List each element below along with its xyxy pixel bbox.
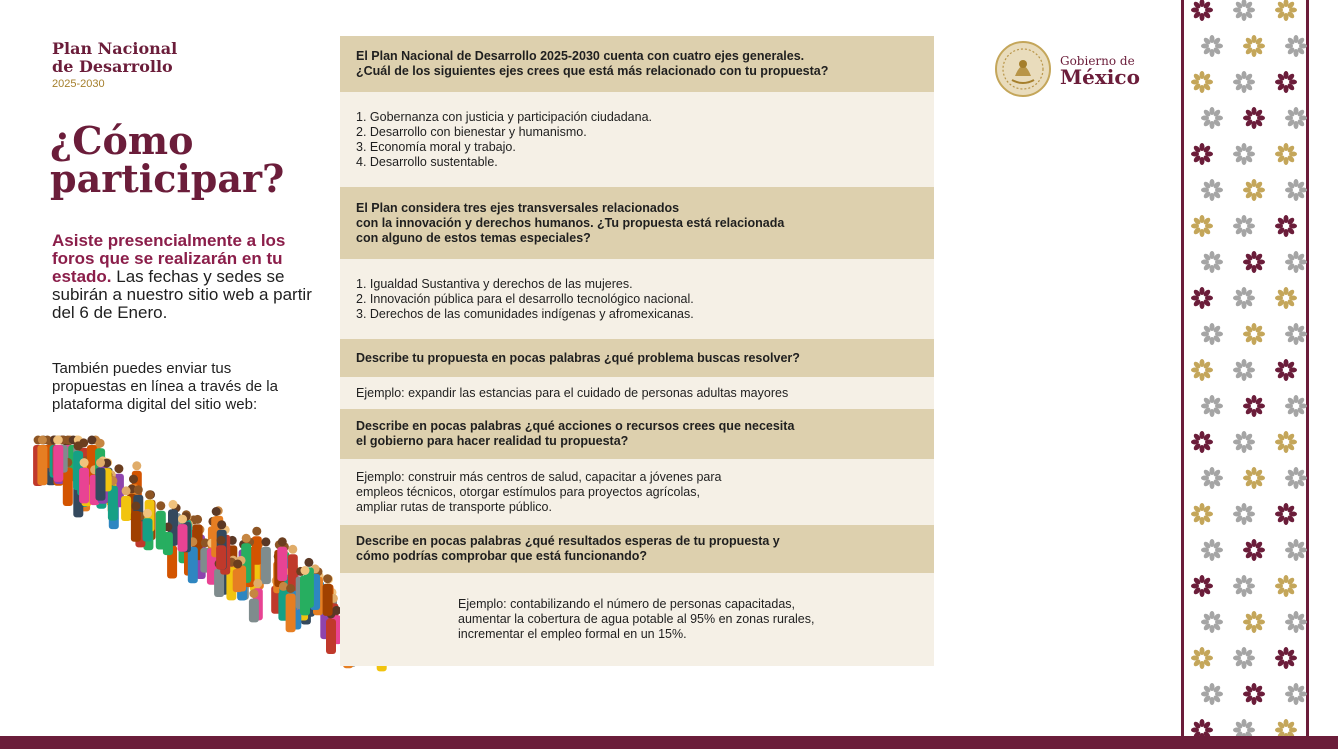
flower-motif	[1243, 179, 1265, 201]
person-body	[261, 547, 271, 584]
person-body	[249, 599, 259, 623]
attend-paragraph	[52, 232, 314, 322]
flower-motif	[1243, 323, 1265, 345]
person-body	[37, 445, 47, 485]
answer-row-3	[340, 377, 934, 409]
flower-motif	[1285, 179, 1307, 201]
flower-motif	[1275, 71, 1297, 93]
person-head	[131, 502, 140, 511]
flower-motif	[1201, 683, 1223, 705]
question-text-5: Describe en pocas palabras ¿qué resultados esperas de tu propuesta y cómo podrías comprobar que está funcionando?	[356, 534, 780, 563]
footer-bar	[0, 736, 1338, 749]
flower-motif	[1233, 503, 1255, 525]
flower-motif	[1191, 215, 1213, 237]
question-row-3	[340, 339, 934, 377]
person-head	[87, 436, 96, 445]
person-body	[156, 511, 166, 550]
flower-motif	[1233, 359, 1255, 381]
person-head	[242, 534, 251, 543]
flower-motif	[1243, 539, 1265, 561]
flower-motif	[1191, 287, 1213, 309]
government-line2: México	[1060, 65, 1140, 89]
person-head	[122, 486, 131, 495]
person-body	[121, 496, 131, 521]
person-body	[286, 594, 296, 633]
flower-motif	[1275, 359, 1297, 381]
person-head	[217, 536, 226, 545]
flower-motif	[1233, 575, 1255, 597]
flower-motif	[1275, 287, 1297, 309]
flower-motif	[1243, 395, 1265, 417]
flower-motif	[1201, 35, 1223, 57]
online-paragraph: También puedes enviar tus propuestas en línea a través de la plataforma digital del sitio web:	[52, 360, 278, 413]
brand-title	[52, 40, 177, 76]
person-head	[54, 436, 63, 445]
person-head	[178, 515, 187, 524]
person-body	[323, 584, 333, 616]
person-body	[300, 576, 310, 616]
answer-text-1: 1. Gobernanza con justicia y participación ciudadana. 2. Desarrollo con bienestar y humanismo. 3. Economía moral y trabajo. 4. Desarrollo sustentable.	[356, 109, 653, 169]
flower-motif	[1191, 431, 1213, 453]
flower-motif	[1201, 611, 1223, 633]
answer-row-4	[340, 459, 934, 525]
flower-motif	[1191, 359, 1213, 381]
person-body	[216, 545, 226, 569]
person-head	[252, 527, 261, 536]
person-head	[38, 436, 47, 445]
person-head	[156, 501, 165, 510]
person-head	[114, 464, 123, 473]
person-head	[249, 589, 258, 598]
flower-motif	[1243, 107, 1265, 129]
question-row-2	[340, 187, 934, 259]
flower-motif	[1285, 35, 1307, 57]
brand-title-line1: Plan Nacional	[52, 39, 178, 58]
flower-motif	[1275, 431, 1297, 453]
person-body	[96, 468, 106, 501]
government-line1: Gobierno de	[1060, 54, 1135, 68]
flower-motif	[1201, 323, 1223, 345]
person-head	[212, 507, 221, 516]
person-body	[233, 569, 243, 592]
person-head	[132, 461, 141, 470]
person-head	[145, 490, 154, 499]
flower-motif	[1285, 539, 1307, 561]
flower-motif	[1243, 683, 1265, 705]
flower-motif	[1275, 575, 1297, 597]
flower-motif	[1233, 143, 1255, 165]
person-head	[286, 584, 295, 593]
brand-title-line2: de Desarrollo	[52, 57, 173, 76]
person-head	[323, 574, 332, 583]
flower-motif	[1285, 323, 1307, 345]
attend-highlight: Asiste presencialmente a los foros que se realizarán en tu estado.	[52, 231, 286, 286]
flower-motif	[1201, 251, 1223, 273]
flower-motif	[1201, 395, 1223, 417]
government-logo	[994, 40, 1140, 98]
flower-motif	[1233, 647, 1255, 669]
attend-rest: Las fechas y sedes se subirán a nuestro sitio web a partir del 6 de Enero.	[52, 267, 312, 322]
question-row-4	[340, 409, 934, 459]
flower-motif	[1243, 251, 1265, 273]
questions-table	[340, 36, 934, 666]
person-body	[143, 518, 153, 541]
page-title	[50, 118, 285, 201]
decorative-floral-border	[1178, 0, 1312, 736]
flower-motif	[1201, 539, 1223, 561]
brand-years: 2025-2030	[52, 78, 105, 90]
flower-motif	[1285, 107, 1307, 129]
flower-motif	[1233, 71, 1255, 93]
answer-row-2	[340, 259, 934, 339]
answer-row-5	[340, 573, 934, 666]
flower-motif	[1285, 683, 1307, 705]
flower-motif	[1243, 35, 1265, 57]
person-body	[131, 511, 141, 542]
person-body	[326, 619, 336, 654]
person-head	[169, 500, 178, 509]
flower-motif	[1191, 71, 1213, 93]
person-body	[178, 524, 188, 552]
person-head	[304, 558, 313, 567]
flower-motif	[1191, 647, 1213, 669]
person-head	[253, 579, 262, 588]
person-head	[261, 537, 270, 546]
person-head	[134, 485, 143, 494]
question-text-1: El Plan Nacional de Desarrollo 2025-2030 cuenta con cuatro ejes generales. ¿Cuál de los siguientes ejes crees que está más relacionado con tu propuesta?	[356, 49, 829, 78]
flower-motif	[1201, 467, 1223, 489]
person-body	[53, 445, 63, 482]
flower-motif	[1191, 503, 1213, 525]
person-head	[193, 515, 202, 524]
page-title-line2: participar?	[50, 156, 285, 201]
flower-motif	[1201, 107, 1223, 129]
question-text-2: El Plan considera tres ejes transversales relacionados con la innovación y derechos humanos. ¿Tu propuesta está relacionada con alguno de estos temas especiales?	[356, 200, 785, 245]
person-head	[278, 537, 287, 546]
answer-text-5: Ejemplo: contabilizando el número de personas capacitadas, aumentar la cobertura de agua potable al 95% en zonas rurales, incrementar el empleo formal en un 15%.	[458, 597, 815, 641]
answer-text-4: Ejemplo: construir más centros de salud, capacitar a jóvenes para empleos técnicos, otorgar estímulos para proyectos agrícolas, ampliar rutas de transporte público.	[356, 469, 722, 514]
answer-row-1	[340, 92, 934, 187]
person-head	[217, 520, 226, 529]
flower-motif	[1233, 215, 1255, 237]
question-row-1	[340, 36, 934, 92]
person-body	[277, 547, 287, 581]
person-head	[301, 566, 310, 575]
person-body	[63, 467, 73, 506]
flower-motif	[1275, 143, 1297, 165]
flower-motif	[1191, 575, 1213, 597]
person-head	[143, 509, 152, 518]
person-head	[74, 441, 83, 450]
flower-motif	[1191, 143, 1213, 165]
answer-text-3: Ejemplo: expandir las estancias para el cuidado de personas adultas mayores	[356, 385, 789, 400]
answer-text-2: 1. Igualdad Sustantiva y derechos de las mujeres. 2. Innovación pública para el desarrollo tecnológico nacional. 3. Derechos de las comunidades indígenas y afromexicanas.	[356, 276, 694, 321]
flower-motif	[1233, 431, 1255, 453]
flower-motif	[1285, 395, 1307, 417]
flower-motif	[1243, 611, 1265, 633]
question-row-5	[340, 525, 934, 573]
person-body	[188, 547, 198, 584]
question-text-3: Describe tu propuesta en pocas palabras ¿qué problema buscas resolver?	[356, 350, 800, 365]
person-head	[233, 560, 242, 569]
person-body	[79, 468, 89, 504]
person-head	[96, 439, 105, 448]
flower-motif	[1233, 287, 1255, 309]
flower-motif	[1243, 467, 1265, 489]
person-head	[96, 458, 105, 467]
person-head	[129, 475, 138, 484]
flower-motif	[1275, 503, 1297, 525]
flower-motif	[1285, 467, 1307, 489]
flower-motif	[1285, 611, 1307, 633]
question-text-4: Describe en pocas palabras ¿qué acciones o recursos crees que necesita el gobierno para hacer realidad tu propuesta?	[356, 419, 795, 448]
person-head	[288, 545, 297, 554]
flower-motif	[1201, 179, 1223, 201]
flower-motif	[1285, 251, 1307, 273]
flower-motif	[1275, 647, 1297, 669]
flower-motif	[1275, 215, 1297, 237]
coat-of-arms-icon	[994, 40, 1052, 98]
person-head	[80, 458, 89, 467]
page-title-line1: ¿Cómo	[50, 118, 194, 163]
